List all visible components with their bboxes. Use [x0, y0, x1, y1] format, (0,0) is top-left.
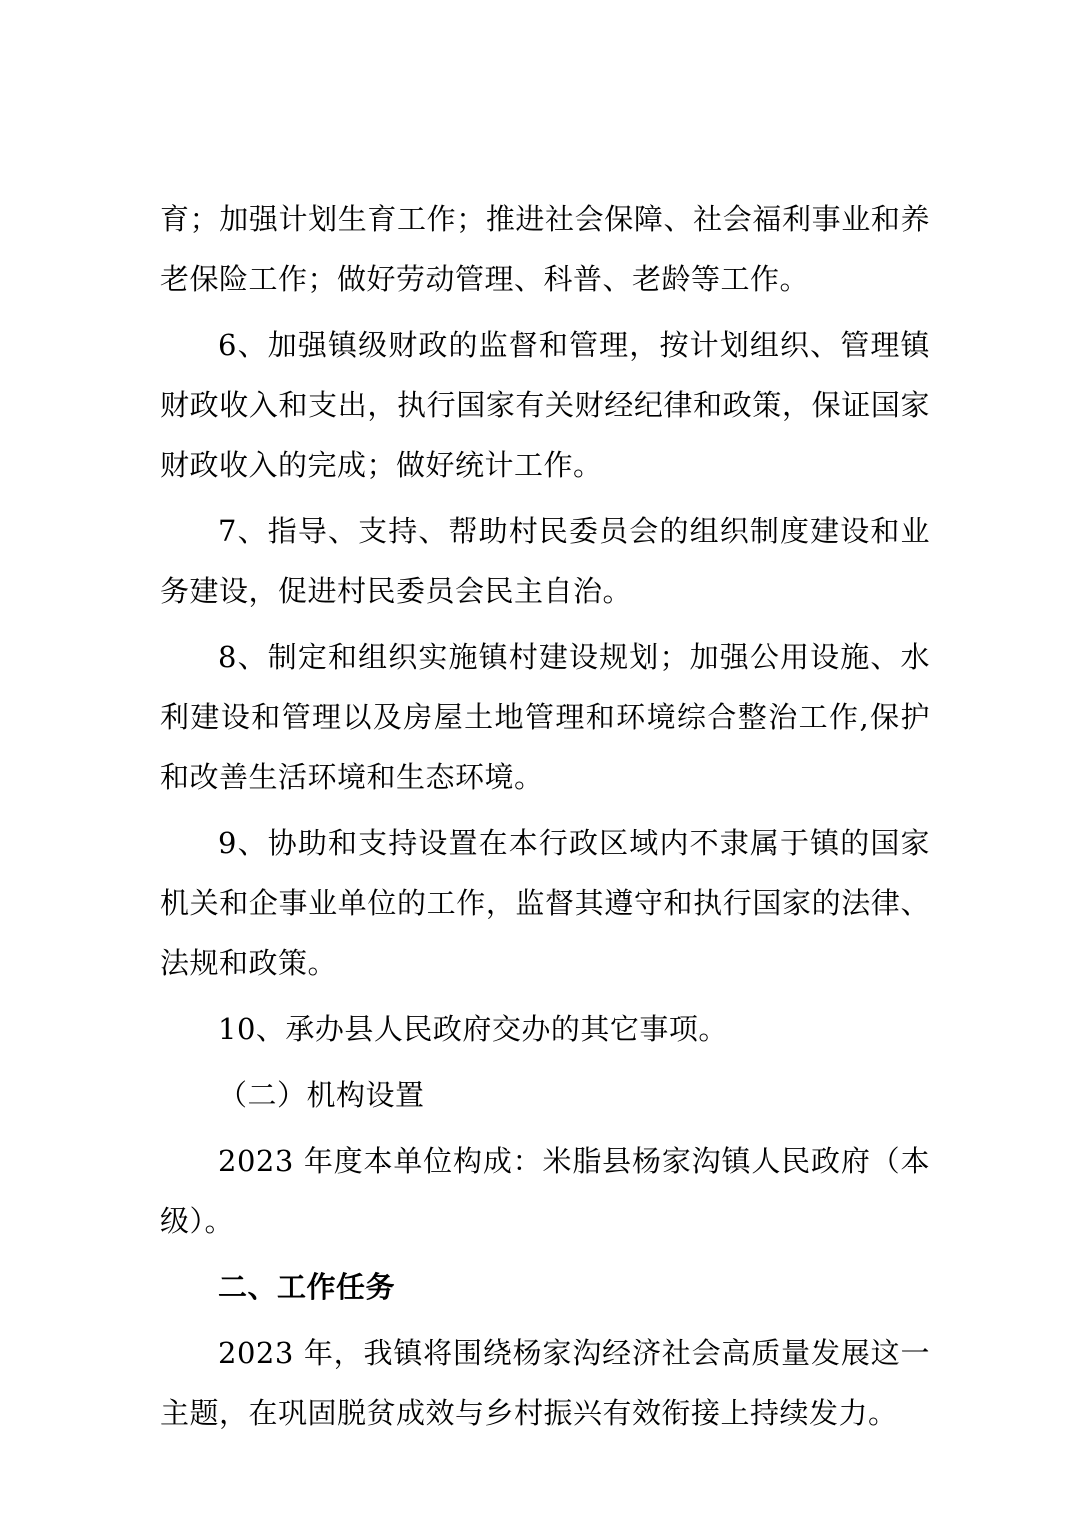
paragraph-organization: 2023 年度本单位构成：米脂县杨家沟镇人民政府（本级）。: [160, 1144, 930, 1238]
paragraph-item-9: 9、协助和支持设置在本行政区域内不隶属于镇的国家机关和企事业单位的工作，监督其遵守和执行国家的法律、法规和政策。: [160, 826, 930, 980]
paragraph-tasks: 2023 年，我镇将围绕杨家沟经济社会高质量发展这一主题，在巩固脱贫成效与乡村振兴有效衔接上持续发力。: [160, 1336, 930, 1430]
document-body: [160, 189, 930, 1449]
section-heading-tasks: 二、工作任务: [218, 1270, 396, 1304]
paragraph-item-8: 8、制定和组织实施镇村建设规划；加强公用设施、水利建设和管理以及房屋土地管理和环境综合整治工作,保护和改善生活环境和生态环境。: [160, 640, 930, 794]
subsection-heading-organization: （二）机构设置: [218, 1078, 425, 1112]
paragraph-item-10: 10、承办县人民政府交办的其它事项。: [218, 1012, 728, 1046]
paragraph-item-7: 7、指导、支持、帮助村民委员会的组织制度建设和业务建设，促进村民委员会民主自治。: [160, 514, 930, 608]
paragraph-continuation: 育；加强计划生育工作；推进社会保障、社会福利事业和养老保险工作；做好劳动管理、科普、老龄等工作。: [160, 202, 930, 296]
paragraph-item-6: 6、加强镇级财政的监督和管理，按计划组织、管理镇财政收入和支出，执行国家有关财经纪律和政策，保证国家财政收入的完成；做好统计工作。: [160, 328, 930, 482]
